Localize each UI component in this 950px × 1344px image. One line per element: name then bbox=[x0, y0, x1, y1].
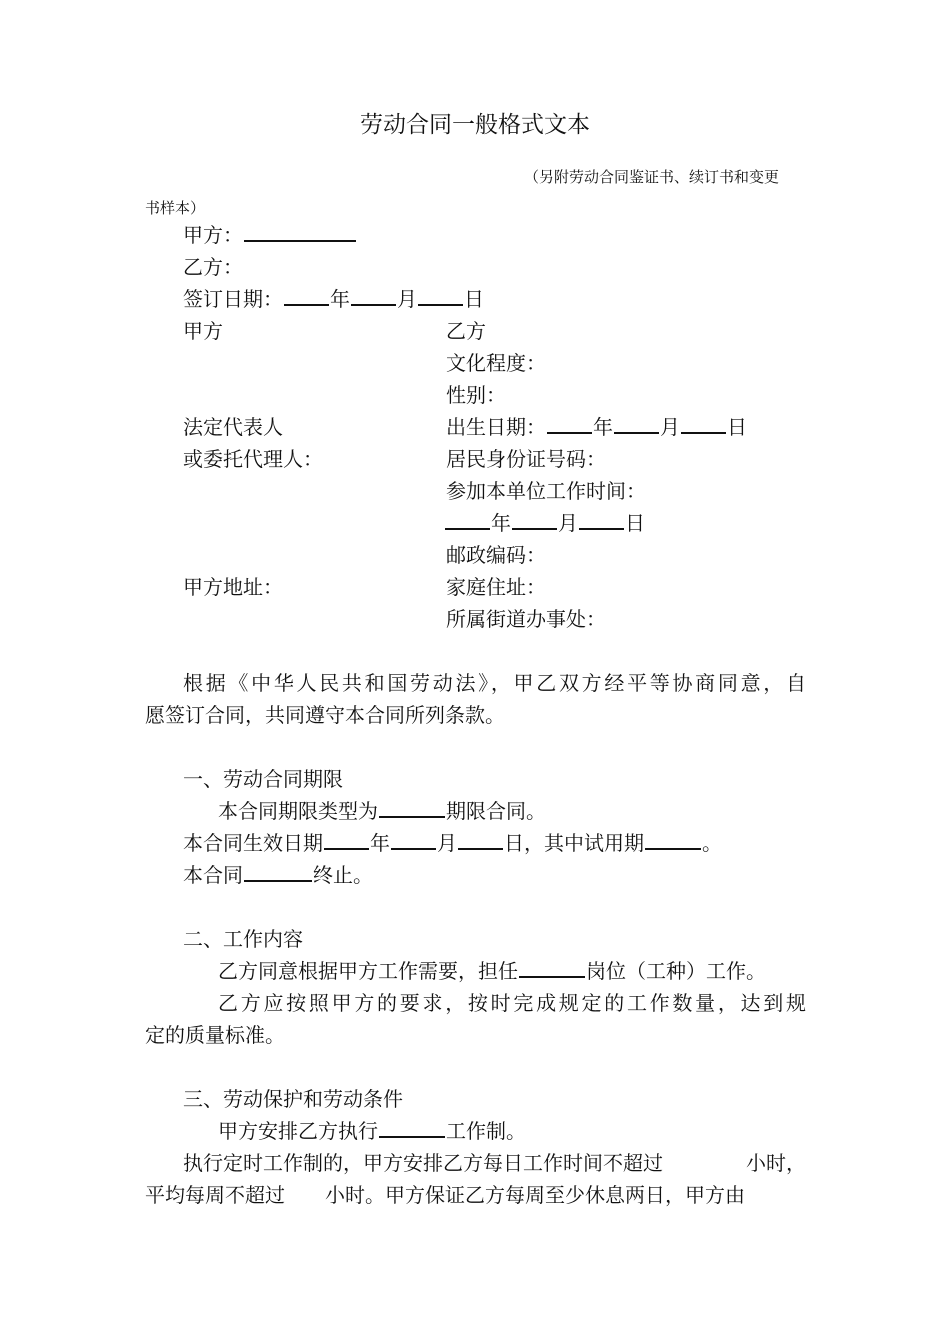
party-a-label: 甲方： bbox=[183, 223, 243, 247]
work-system-blank[interactable] bbox=[379, 1135, 445, 1138]
agent-label: 或委托代理人： bbox=[183, 447, 323, 471]
attachment-note-line2: 书样本） bbox=[145, 199, 206, 217]
sign-date-field bbox=[183, 289, 484, 309]
year-label: 年 bbox=[593, 415, 613, 439]
right-party-b: 乙方 bbox=[446, 319, 486, 343]
party-a-blank[interactable] bbox=[244, 239, 356, 242]
education-label: 文化程度： bbox=[446, 351, 546, 375]
birth-year-blank[interactable] bbox=[547, 431, 592, 434]
contract-type-blank[interactable] bbox=[379, 815, 445, 818]
termination-blank[interactable] bbox=[244, 879, 312, 882]
daily-hours-label: 执行定时工作制的，甲方安排乙方每日工作时间不超过 bbox=[183, 1151, 663, 1175]
document-title: 劳动合同一般格式文本 bbox=[360, 112, 590, 138]
birth-day-blank[interactable] bbox=[681, 431, 726, 434]
work-system-label: 甲方安排乙方执行 bbox=[218, 1119, 378, 1143]
sign-year-blank[interactable] bbox=[284, 303, 329, 306]
effective-date-line bbox=[183, 833, 722, 853]
contract-type-line bbox=[218, 801, 546, 821]
year-label: 年 bbox=[330, 287, 350, 311]
position-line bbox=[218, 961, 766, 981]
year-label: 年 bbox=[370, 831, 390, 855]
work-system-line bbox=[218, 1121, 526, 1141]
join-year-blank[interactable] bbox=[445, 527, 490, 530]
month-label: 月 bbox=[437, 831, 457, 855]
daily-hours-suffix: 小时， bbox=[746, 1151, 806, 1175]
weekly-hours-line bbox=[145, 1185, 806, 1205]
join-date-field bbox=[444, 513, 645, 533]
daily-hours-line bbox=[183, 1153, 806, 1173]
intro-line2: 愿签订合同，共同遵守本合同所列条款。 bbox=[145, 703, 505, 727]
work-system-suffix: 工作制。 bbox=[446, 1119, 526, 1143]
section2-heading: 二、工作内容 bbox=[183, 927, 303, 951]
postal-code-label: 邮政编码： bbox=[446, 543, 546, 567]
position-label: 乙方同意根据甲方工作需要，担任 bbox=[218, 959, 518, 983]
sign-date-label: 签订日期： bbox=[183, 287, 283, 311]
month-label: 月 bbox=[660, 415, 680, 439]
section3-heading: 三、劳动保护和劳动条件 bbox=[183, 1087, 403, 1111]
day-label: 日 bbox=[727, 415, 747, 439]
termination-suffix: 终止。 bbox=[313, 863, 373, 887]
position-blank[interactable] bbox=[519, 975, 585, 978]
day-label: 日 bbox=[504, 831, 524, 855]
birth-month-blank[interactable] bbox=[614, 431, 659, 434]
effective-month-blank[interactable] bbox=[391, 847, 436, 850]
day-label: 日 bbox=[625, 511, 645, 535]
id-number-label: 居民身份证号码： bbox=[446, 447, 606, 471]
weekly-hours-suffix: 小时。甲方保证乙方每周至少休息两日，甲方由 bbox=[325, 1183, 745, 1207]
birth-date-label: 出生日期： bbox=[446, 415, 546, 439]
join-day-blank[interactable] bbox=[579, 527, 624, 530]
left-party-a: 甲方 bbox=[183, 319, 223, 343]
month-label: 月 bbox=[397, 287, 417, 311]
year-label: 年 bbox=[491, 511, 511, 535]
effective-date-label: 本合同生效日期 bbox=[183, 831, 323, 855]
termination-label: 本合同 bbox=[183, 863, 243, 887]
work-requirement-line1: 乙方应按照甲方的要求，按时完成规定的工作数量，达到规 bbox=[218, 991, 806, 1015]
termination-line bbox=[183, 865, 373, 885]
legal-rep-label: 法定代表人 bbox=[183, 415, 283, 439]
weekly-hours-label: 平均每周不超过 bbox=[145, 1183, 285, 1207]
home-address-label: 家庭住址： bbox=[446, 575, 546, 599]
position-suffix: 岗位（工种）工作。 bbox=[586, 959, 766, 983]
work-requirement-line2: 定的质量标准。 bbox=[145, 1023, 285, 1047]
join-time-label: 参加本单位工作时间： bbox=[446, 479, 646, 503]
party-b-label: 乙方： bbox=[183, 255, 243, 279]
gender-label: 性别： bbox=[446, 383, 506, 407]
section1-heading: 一、劳动合同期限 bbox=[183, 767, 343, 791]
intro-line1: 根据《中华人民共和国劳动法》，甲乙双方经平等协商同意，自 bbox=[183, 671, 806, 695]
contract-type-label: 本合同期限类型为 bbox=[218, 799, 378, 823]
birth-date-field bbox=[446, 417, 747, 437]
effective-day-blank[interactable] bbox=[458, 847, 503, 850]
join-month-blank[interactable] bbox=[512, 527, 557, 530]
trial-period-blank[interactable] bbox=[645, 847, 701, 850]
street-office-label: 所属街道办事处： bbox=[446, 607, 606, 631]
contract-type-suffix: 期限合同。 bbox=[446, 799, 546, 823]
effective-year-blank[interactable] bbox=[324, 847, 369, 850]
day-label: 日 bbox=[464, 287, 484, 311]
month-label: 月 bbox=[558, 511, 578, 535]
trial-period-end: 。 bbox=[702, 831, 722, 855]
sign-day-blank[interactable] bbox=[418, 303, 463, 306]
party-a-field bbox=[183, 225, 357, 245]
trial-period-label: ，其中试用期 bbox=[524, 831, 644, 855]
party-a-address-label: 甲方地址： bbox=[183, 575, 283, 599]
sign-month-blank[interactable] bbox=[351, 303, 396, 306]
attachment-note-line1: （另附劳动合同鉴证书、续订书和变更 bbox=[524, 168, 780, 186]
